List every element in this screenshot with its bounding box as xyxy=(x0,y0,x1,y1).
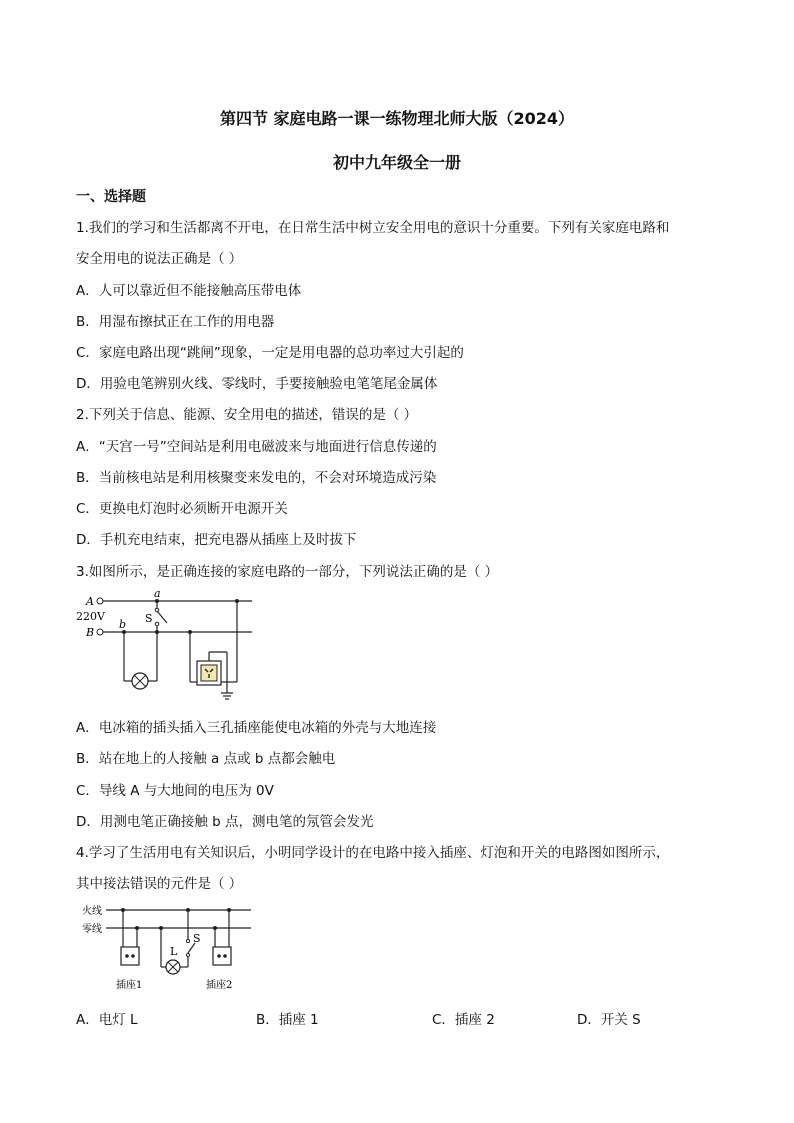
q3-option-b: B．站在地上的人接触 a 点或 b 点都会触电 xyxy=(76,751,336,767)
q4-socket2-label: 插座2 xyxy=(206,980,233,991)
q1-option-a: A．人可以靠近但不能接触高压带电体 xyxy=(76,283,302,299)
document-title: 第四节 家庭电路一课一练物理北师大版（2024） xyxy=(219,109,575,128)
q3-circuit-diagram xyxy=(72,585,262,710)
q4-option-d: D．开关 S xyxy=(577,1012,641,1028)
q4-switch-label: S xyxy=(193,932,201,945)
q2-option-d: D．手机充电结束，把充电器从插座上及时拔下 xyxy=(76,532,357,548)
q1-stem-line1: 1.我们的学习和生活都离不开电，在日常生活中树立安全用电的意识十分重要。下列有关家庭电路和 xyxy=(76,220,670,236)
q2-option-a: A．“天宫一号”空间站是利用电磁波来与地面进行信息传递的 xyxy=(76,439,437,455)
q3-stem: 3.如图所示，是正确连接的家庭电路的一部分，下列说法正确的是（ ） xyxy=(76,564,499,580)
q1-option-d: D．用验电笔辨别火线、零线时，手要接触验电笔笔尾金属体 xyxy=(76,376,438,392)
q4-stem-line1: 4.学习了生活用电有关知识后，小明同学设计的在电路中接入插座、灯泡和开关的电路图如图所示， xyxy=(76,845,670,861)
q4-stem-line2: 其中接法错误的元件是（ ） xyxy=(76,876,243,892)
q4-option-c: C．插座 2 xyxy=(432,1012,495,1028)
section-heading: 一、选择题 xyxy=(76,189,146,205)
document-subtitle: 初中九年级全一册 xyxy=(332,153,461,172)
q3-label-point-a: a xyxy=(154,587,161,600)
q3-option-d: D．用测电笔正确接触 b 点，测电笔的氖管会发光 xyxy=(76,814,374,830)
q3-label-voltage: 220V xyxy=(76,610,105,623)
q3-label-point-b: b xyxy=(119,618,127,631)
q4-lamp-label: L xyxy=(170,945,178,958)
q1-option-c: C．家庭电路出现“跳闸”现象，一定是用电器的总功率过大引起的 xyxy=(76,345,464,361)
q2-option-b: B．当前核电站是利用核聚变来发电的，不会对环境造成污染 xyxy=(76,470,437,486)
q4-circuit-diagram xyxy=(76,900,266,992)
q4-option-a: A．电灯 L xyxy=(76,1012,138,1028)
q2-stem: 2.下列关于信息、能源、安全用电的描述，错误的是（ ） xyxy=(76,407,418,423)
q3-option-c: C．导线 A 与大地间的电压为 0V xyxy=(76,783,274,799)
q4-socket1-label: 插座1 xyxy=(116,980,143,991)
q4-neutral-wire-label: 零线 xyxy=(82,924,102,935)
q4-option-b: B．插座 1 xyxy=(256,1012,319,1028)
q3-label-switch: S xyxy=(145,612,153,625)
q4-live-wire-label: 火线 xyxy=(82,906,102,917)
q1-option-b: B．用湿布擦拭正在工作的用电器 xyxy=(76,314,275,330)
q1-stem-line2: 安全用电的说法正确是（ ） xyxy=(76,251,243,267)
q2-option-c: C．更换电灯泡时必须断开电源开关 xyxy=(76,501,288,517)
q3-label-a-wire: A xyxy=(86,595,94,608)
q3-label-b-wire: B xyxy=(86,626,95,639)
q3-option-a: A．电冰箱的插头插入三孔插座能使电冰箱的外壳与大地连接 xyxy=(76,720,437,736)
